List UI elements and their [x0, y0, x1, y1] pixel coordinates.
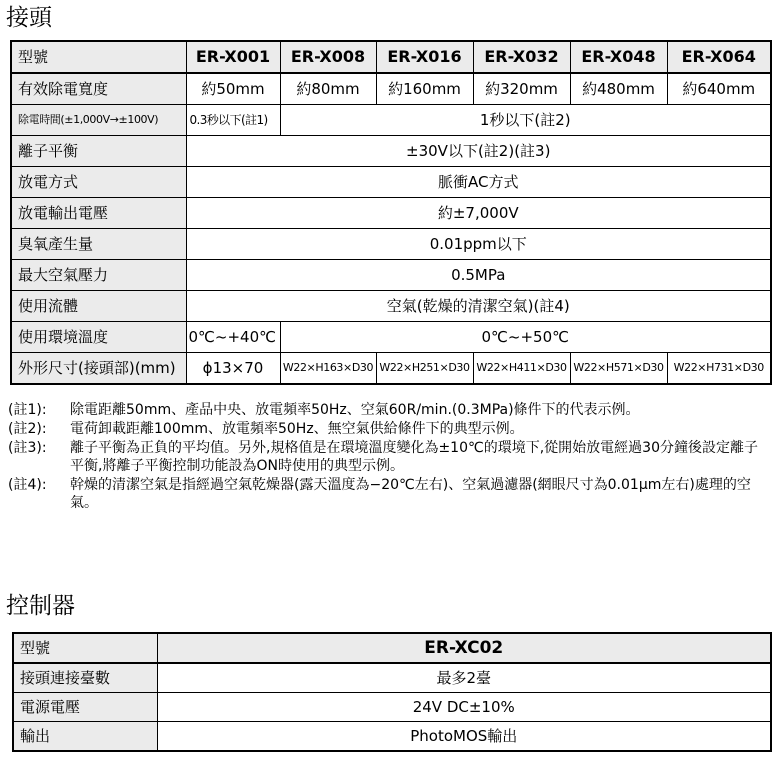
row-label: 電源電壓	[13, 693, 157, 722]
controller-header-row	[13, 633, 771, 663]
row-label: 最大空氣壓力	[11, 260, 186, 291]
model-header-label: 型號	[11, 41, 186, 73]
table-row-width	[11, 73, 771, 105]
row-label: 使用流體	[11, 291, 186, 322]
spec-header-row	[11, 41, 771, 73]
row-label: 輸出	[13, 722, 157, 752]
table-row-temp	[11, 322, 771, 353]
table-row	[13, 722, 771, 752]
model-header: ER-X008	[280, 41, 376, 73]
row-label: 離子平衡	[11, 136, 186, 167]
row-label: 放電方式	[11, 167, 186, 198]
footnote	[8, 401, 768, 419]
fluid-cell: 空氣(乾燥的清潔空氣)(註4)	[186, 291, 771, 322]
footnote-text: 除電距離50mm、產品中央、放電頻率50Hz、空氣60R/min.(0.3MPa)條件下的代表示例。	[70, 402, 640, 418]
spec-table	[10, 40, 772, 385]
row-label: 接頭連接臺數	[13, 663, 157, 693]
table-row-voltage	[11, 198, 771, 229]
dim-cell: W22×H731×D30	[667, 353, 771, 385]
row-label: 放電輸出電壓	[11, 198, 186, 229]
time-cell-rest: 1秒以下(註2)	[280, 105, 771, 136]
pressure-cell: 0.5MPa	[186, 260, 771, 291]
footnotes	[8, 401, 768, 513]
table-row-time	[11, 105, 771, 136]
dim-cell: W22×H251×D30	[376, 353, 473, 385]
method-cell: 脈衝AC方式	[186, 167, 771, 198]
width-cell: 約320mm	[473, 73, 570, 105]
table-row-pressure	[11, 260, 771, 291]
footnote	[8, 439, 768, 475]
row-label: 外形尺寸(接頭部)(mm)	[11, 353, 186, 385]
table-row-ozone	[11, 229, 771, 260]
model-header: ER-X016	[376, 41, 473, 73]
balance-cell: ±30V以下(註2)(註3)	[186, 136, 771, 167]
table-row	[13, 663, 771, 693]
dim-cell: W22×H411×D30	[473, 353, 570, 385]
footnote-text: 離子平衡為正負的平均值。另外,規格值是在環境溫度變化為±10℃的環境下,從開始放電經過30分鐘後設定離子平衡,將離子平衡控制功能設為ON時使用的典型示例。	[70, 440, 758, 474]
row-value: 最多2臺	[157, 663, 771, 693]
width-cell: 約480mm	[570, 73, 667, 105]
table-row-fluid	[11, 291, 771, 322]
footnote-text: 幹燥的清潔空氣是指經過空氣乾燥器(露天溫度為−20℃左右)、空氣過濾器(網眼尺寸為0.01μm左右)處理的空氣。	[70, 477, 751, 511]
temp-cell-rest: 0℃~+50℃	[280, 322, 771, 353]
ozone-cell: 0.01ppm以下	[186, 229, 771, 260]
section-title-heads: 接頭	[6, 5, 52, 31]
row-label: 臭氧產生量	[11, 229, 186, 260]
width-cell: 約50mm	[186, 73, 280, 105]
row-value: PhotoMOS輸出	[157, 722, 771, 752]
table-row-balance	[11, 136, 771, 167]
model-header: ER-X001	[186, 41, 280, 73]
voltage-cell: 約±7,000V	[186, 198, 771, 229]
footnote-key: (註3):	[8, 440, 47, 456]
footnote	[8, 420, 768, 438]
time-cell-first: 0.3秒以下(註1)	[186, 105, 280, 136]
table-row-method	[11, 167, 771, 198]
model-header: ER-X064	[667, 41, 771, 73]
dim-cell: W22×H163×D30	[280, 353, 376, 385]
controller-header-label: 型號	[13, 633, 157, 663]
dim-cell: W22×H571×D30	[570, 353, 667, 385]
footnote-key: (註4):	[8, 477, 47, 493]
row-value: 24V DC±10%	[157, 693, 771, 722]
temp-cell-first: 0℃~+40℃	[186, 322, 280, 353]
dim-cell: ϕ13×70	[186, 353, 280, 385]
controller-table	[12, 632, 772, 752]
model-header: ER-X048	[570, 41, 667, 73]
section-title-controller: 控制器	[6, 593, 75, 619]
width-cell: 約80mm	[280, 73, 376, 105]
model-header: ER-X032	[473, 41, 570, 73]
row-label: 有效除電寬度	[11, 73, 186, 105]
table-row	[13, 693, 771, 722]
row-label: 除電時間(±1,000V→±100V)	[11, 105, 186, 136]
table-row-dims	[11, 353, 771, 385]
footnote-text: 電荷卸載距離100mm、放電頻率50Hz、無空氣供給條件下的典型示例。	[70, 421, 524, 437]
footnote-key: (註2):	[8, 421, 47, 437]
footnote-key: (註1):	[8, 402, 47, 418]
footnote	[8, 476, 768, 512]
controller-model: ER-XC02	[157, 633, 771, 663]
row-label: 使用環境溫度	[11, 322, 186, 353]
width-cell: 約640mm	[667, 73, 771, 105]
width-cell: 約160mm	[376, 73, 473, 105]
